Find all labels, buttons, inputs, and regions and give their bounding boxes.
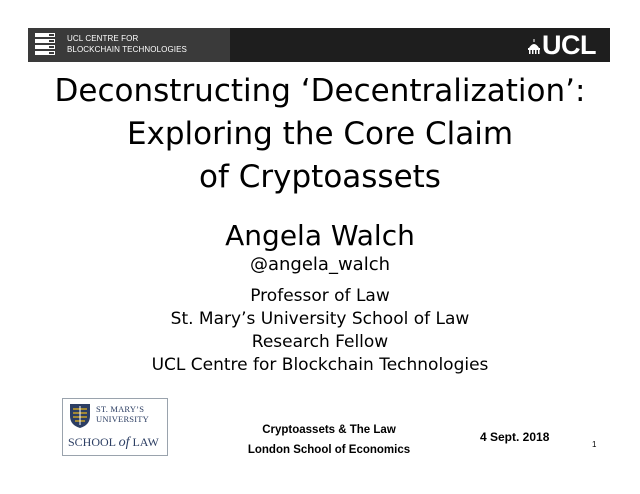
title-line-3: of Cryptoassets xyxy=(199,159,441,195)
title-line-1: Deconstructing ‘Decentralization’: xyxy=(54,73,586,109)
affiliation-line-4: UCL Centre for Blockchain Technologies xyxy=(151,355,489,375)
affiliation-line-1: Professor of Law xyxy=(250,286,390,306)
page-number: 1 xyxy=(592,440,597,449)
logo-school-prefix: SCHOOL xyxy=(68,435,119,449)
event-line-1: Cryptoassets & The Law xyxy=(262,424,396,436)
logo-name-line1: ST. MARY’S xyxy=(96,404,145,414)
ucl-cbt-badge xyxy=(28,28,230,62)
affiliations xyxy=(0,285,640,377)
logo-school-suffix: LAW xyxy=(129,435,159,449)
centre-name-line1: UCL CENTRE FOR xyxy=(67,34,139,43)
title-line-2: Exploring the Core Claim xyxy=(126,116,514,152)
logo-name-line2: UNIVERSITY xyxy=(96,414,149,424)
st-marys-law-logo xyxy=(62,398,168,456)
presentation-date: 4 Sept. 2018 xyxy=(480,430,550,444)
logo-school-of-law xyxy=(68,434,159,451)
centre-name xyxy=(67,33,187,55)
event-info xyxy=(210,420,448,460)
ucl-logo xyxy=(527,31,596,59)
event-line-2: London School of Economics xyxy=(247,444,411,456)
shield-icon xyxy=(69,403,91,429)
blockchain-stack-icon xyxy=(34,31,56,59)
logo-university-name xyxy=(96,404,149,424)
affiliation-line-3: Research Fellow xyxy=(251,332,389,352)
ucl-dome-icon xyxy=(527,39,541,55)
twitter-handle: @angela_walch xyxy=(249,254,391,275)
centre-name-line2: BLOCKCHAIN TECHNOLOGIES xyxy=(67,45,187,54)
logo-school-of: of xyxy=(118,435,130,450)
slide-title xyxy=(0,70,640,199)
affiliation-line-2: St. Mary’s University School of Law xyxy=(170,309,470,329)
slide-header-bar xyxy=(28,28,610,62)
ucl-wordmark: UCL xyxy=(542,30,596,60)
author-name: Angela Walch xyxy=(225,219,415,252)
